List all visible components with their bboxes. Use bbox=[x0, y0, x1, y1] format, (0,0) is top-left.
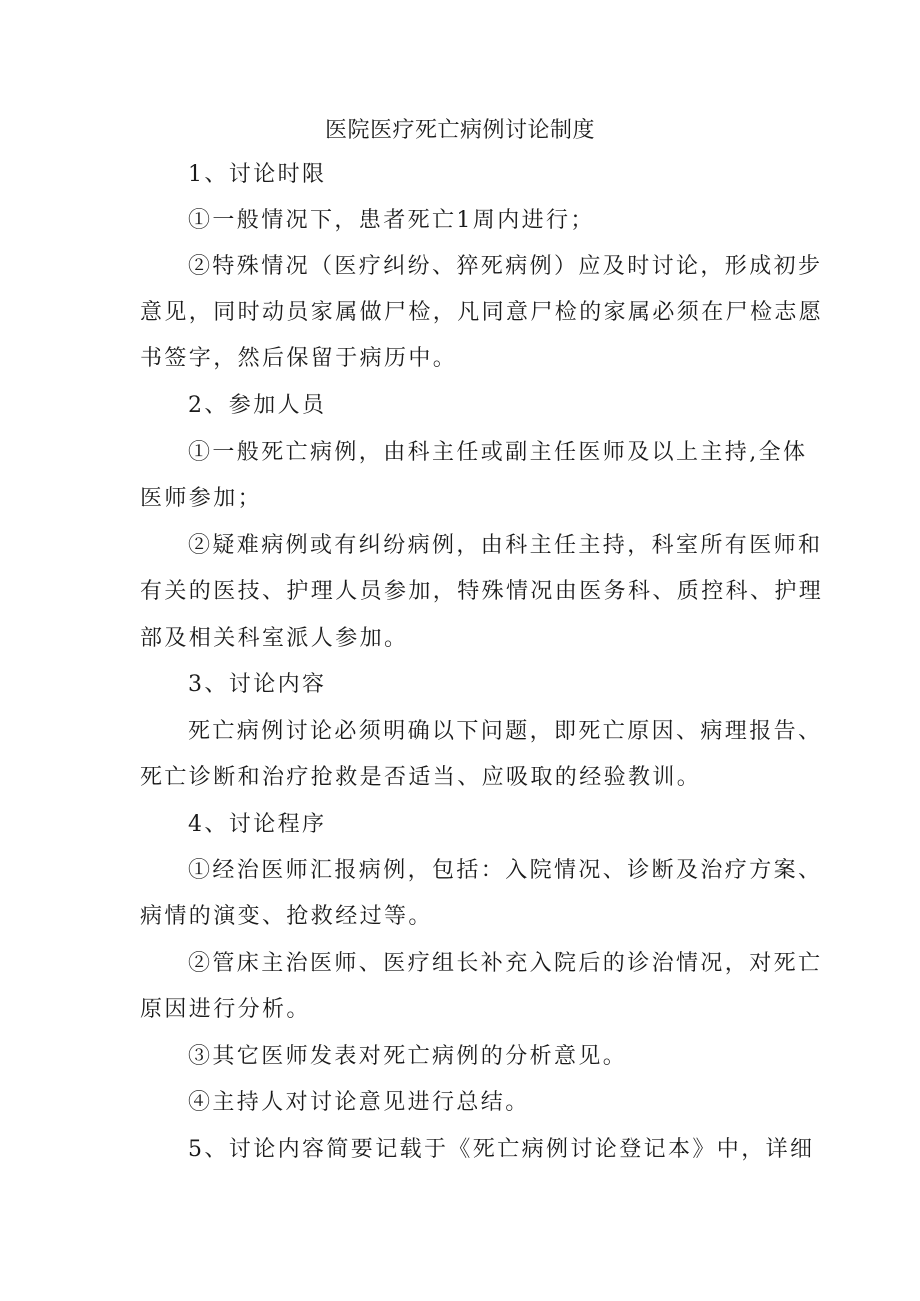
section-heading-time-limit: 1、讨论时限 bbox=[188, 162, 327, 187]
paragraph-line: 部及相关科室派人参加。 bbox=[140, 626, 409, 651]
paragraph-line: ③其它医师发表对死亡病例的分析意见。 bbox=[188, 1044, 628, 1069]
section-heading-records: 5、讨论内容简要记载于《死亡病例讨论登记本》中，详细 bbox=[188, 1137, 815, 1162]
document-title: 医院医疗死亡病例讨论制度 bbox=[324, 118, 595, 143]
paragraph-line: 有关的医技、护理人员参加，特殊情况由医务科、质控科、护理 bbox=[140, 579, 824, 604]
paragraph-line: ①一般情况下，患者死亡1周内进行； bbox=[188, 208, 595, 233]
paragraph-line: 意见，同时动员家属做尸检，凡同意尸检的家属必须在尸检志愿 bbox=[140, 300, 824, 325]
paragraph-line: ②管床主治医师、医疗组长补充入院后的诊治情况，对死亡 bbox=[188, 951, 823, 976]
section-heading-participants: 2、参加人员 bbox=[188, 393, 327, 418]
paragraph-line: 病情的演变、抢救经过等。 bbox=[140, 904, 433, 929]
section-heading-procedure: 4、讨论程序 bbox=[188, 812, 327, 837]
paragraph-line: ④主持人对讨论意见进行总结。 bbox=[188, 1090, 530, 1115]
paragraph-line: ②特殊情况（医疗纠纷、猝死病例）应及时讨论，形成初步 bbox=[188, 254, 823, 279]
paragraph-line: 书签字，然后保留于病历中。 bbox=[140, 346, 458, 371]
paragraph-line: 死亡诊断和治疗抢救是否适当、应吸取的经验教训。 bbox=[140, 765, 702, 790]
paragraph-line: ②疑难病例或有纠纷病例，由科主任主持，科室所有医师和 bbox=[188, 533, 823, 558]
paragraph-line: 医师参加； bbox=[140, 486, 263, 511]
paragraph-line: 死亡病例讨论必须明确以下问题，即死亡原因、病理报告、 bbox=[188, 719, 823, 744]
section-heading-content: 3、讨论内容 bbox=[188, 672, 327, 697]
paragraph-line: ①经治医师汇报病例，包括：入院情况、诊断及治疗方案、 bbox=[188, 858, 823, 883]
paragraph-line: ①一般死亡病例，由科主任或副主任医师及以上主持,全体 bbox=[188, 440, 808, 465]
paragraph-line: 原因进行分析。 bbox=[140, 997, 311, 1022]
